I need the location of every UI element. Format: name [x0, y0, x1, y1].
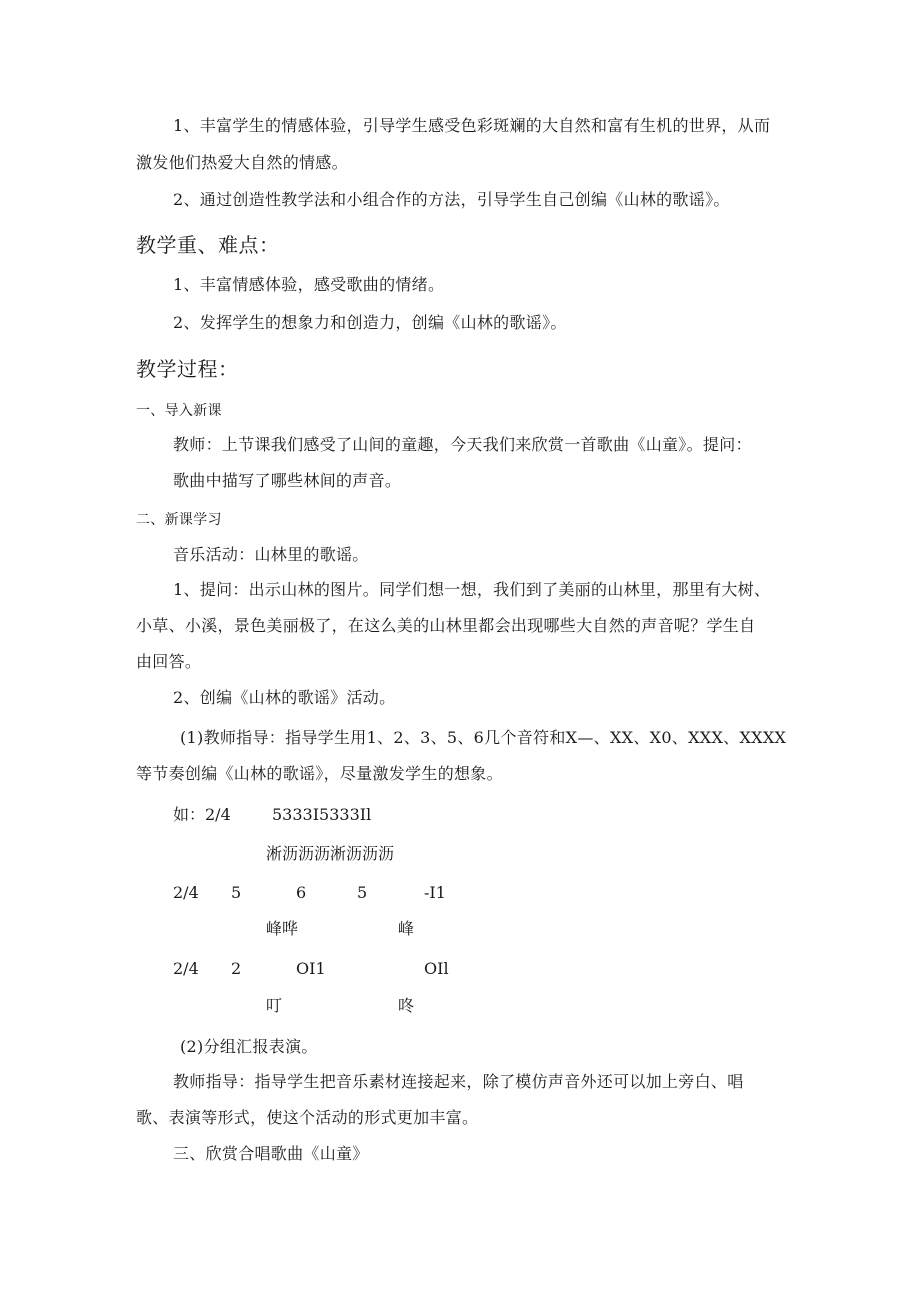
question-1-line-3: 由回答。 — [136, 652, 202, 671]
goal-2: 2、通过创造性教学法和小组合作的方法，引导学生自己创编《山林的歌谣》。 — [173, 190, 730, 209]
perform-title: (2)分组汇报表演。 — [180, 1037, 318, 1056]
question-1-line-1: 1、提问：出示山林的图片。同学们想一想，我们到了美丽的山林里，那里有大树、 — [173, 580, 771, 599]
question-1-line-2: 小草、小溪，景色美丽极了，在这么美的山林里都会出现哪些大自然的声音呢？学生自 — [136, 616, 756, 635]
notation-row-2-meter: 2/4 — [173, 883, 199, 902]
notation-row-3-note-2: OI1 — [296, 959, 326, 978]
notation-row-2-note-1: 5 — [231, 883, 242, 902]
notation-row-2-lyric-2: 峰 — [398, 919, 415, 938]
focus-item-2: 2、发挥学生的想象力和创造力，创编《山林的歌谣》。 — [173, 313, 567, 332]
notation-row-3-note-3: OIl — [424, 959, 449, 978]
notation-row-3-meter: 2/4 — [173, 959, 199, 978]
section-1-line-2: 歌曲中描写了哪些林间的声音。 — [173, 471, 402, 490]
notation-row-2-note-2: 6 — [296, 883, 307, 902]
notation-row-3-lyric-1: 叮 — [266, 996, 283, 1015]
guide-line-1: (1)教师指导：指导学生用1、2、3、5、6几个音符和X—、XX、X0、XXX、XXXX — [180, 728, 787, 747]
music-activity: 音乐活动：山林里的歌谣。 — [173, 545, 369, 564]
focus-item-1: 1、丰富情感体验，感受歌曲的情绪。 — [173, 275, 445, 294]
section-1-line-1: 教师：上节课我们感受了山间的童趣，今天我们来欣赏一首歌曲《山童》。提问： — [173, 435, 752, 454]
goal-1-line-2: 激发他们热爱大自然的情感。 — [136, 153, 348, 172]
focus-heading: 教学重、难点： — [136, 233, 280, 257]
section-1-title: 一、导入新课 — [136, 403, 222, 419]
notation-row-3-lyric-2: 咚 — [398, 996, 415, 1015]
notation-row-3-note-1: 2 — [231, 959, 242, 978]
goal-1-line-1: 1、丰富学生的情感体验，引导学生感受色彩斑斓的大自然和富有生机的世界，从而 — [173, 116, 771, 135]
guide-line-2: 等节奏创编《山林的歌谣》，尽量激发学生的想象。 — [136, 764, 503, 783]
perform-line-1: 教师指导：指导学生把音乐素材连接起来，除了模仿声音外还可以加上旁白、唱 — [173, 1072, 744, 1091]
process-heading: 教学过程： — [136, 357, 239, 381]
notation-row-1-lyric: 淅沥沥沥淅沥沥沥 — [266, 844, 395, 863]
notation-row-2-note-4: -I1 — [424, 883, 446, 902]
notation-row-2-note-3: 5 — [357, 883, 368, 902]
section-3-title: 三、欣赏合唱歌曲《山童》 — [173, 1144, 369, 1163]
question-2: 2、创编《山林的歌谣》活动。 — [173, 688, 396, 707]
perform-line-2: 歌、表演等形式，使这个活动的形式更加丰富。 — [136, 1108, 479, 1127]
notation-row-1-prefix: 如：2/4 — [173, 805, 231, 824]
notation-row-2-lyric-1: 峰哗 — [266, 919, 299, 938]
section-2-title: 二、新课学习 — [136, 512, 222, 528]
notation-row-1-notes: 5333I5333Il — [272, 805, 372, 824]
